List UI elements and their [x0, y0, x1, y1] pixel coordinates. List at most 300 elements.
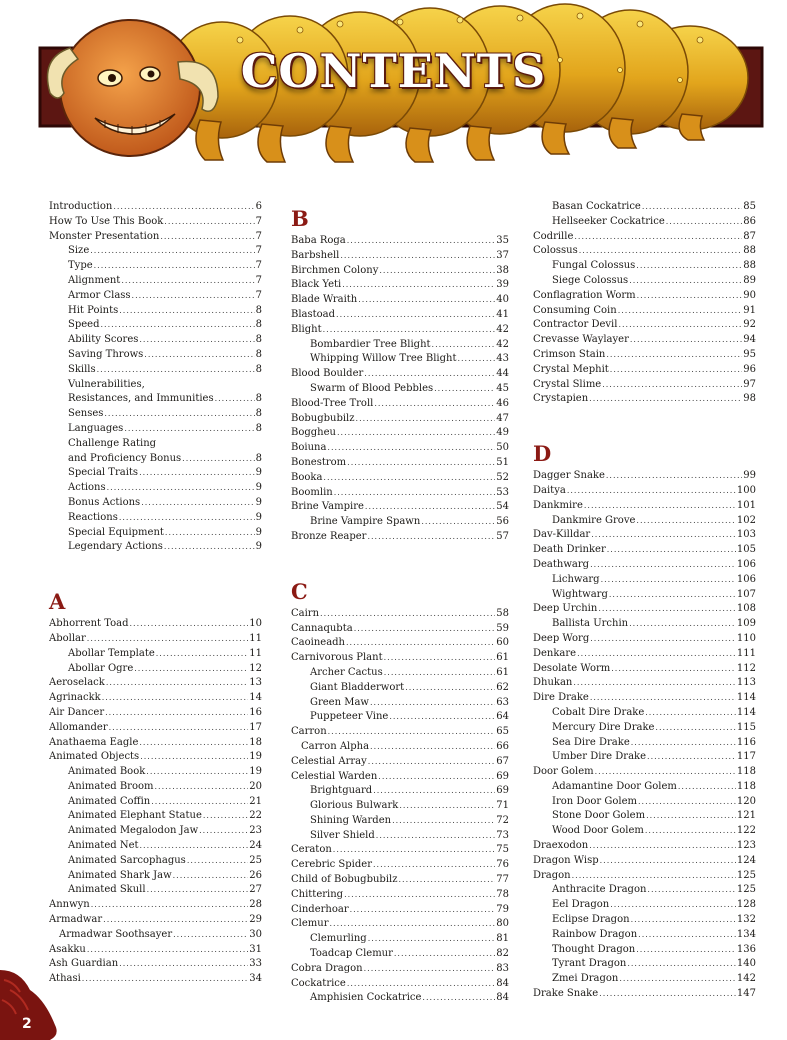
toc-entry[interactable] [533, 304, 756, 319]
toc-entry[interactable] [533, 943, 756, 958]
toc-entry[interactable] [291, 308, 509, 323]
toc-entry-name: Carron Alpha [301, 740, 370, 752]
toc-entry[interactable] [49, 259, 262, 274]
toc-entry[interactable] [49, 526, 262, 541]
toc-entry-page: 112 [736, 662, 756, 674]
toc-entry-name: Carron [291, 726, 327, 738]
toc-entry-page: 142 [736, 973, 756, 985]
toc-entry[interactable] [291, 947, 509, 962]
toc-entry[interactable] [291, 873, 509, 888]
toc-entry[interactable] [291, 249, 509, 264]
toc-entry[interactable] [49, 466, 262, 481]
toc-entry[interactable] [533, 588, 756, 603]
toc-entry[interactable] [291, 264, 509, 279]
leader-dots [365, 500, 495, 515]
toc-entry[interactable] [49, 407, 262, 422]
leader-dots [103, 913, 248, 928]
toc-entry[interactable] [49, 676, 262, 691]
leader-dots [337, 426, 495, 441]
leader-dots [599, 987, 736, 1002]
toc-entry[interactable] [533, 333, 756, 348]
toc-entry[interactable] [49, 898, 262, 913]
leader-dots [636, 943, 736, 958]
toc-entry[interactable] [49, 957, 262, 972]
toc-entry[interactable] [533, 499, 756, 514]
toc-entry-name: Animated Broom [68, 780, 154, 792]
leader-dots [151, 795, 248, 810]
toc-entry[interactable] [291, 843, 509, 858]
toc-entry-name: Ballista Urchin [552, 618, 629, 630]
toc-entry[interactable] [533, 514, 756, 529]
leader-dots [187, 854, 248, 869]
toc-entry-page: 8 [255, 334, 262, 346]
toc-entry[interactable] [49, 363, 262, 378]
toc-entry-page: 21 [249, 795, 262, 807]
leader-dots [106, 676, 248, 691]
leader-dots [394, 947, 495, 962]
toc-entry[interactable] [533, 839, 756, 854]
toc-entry-name: Animated Shark Jaw [68, 869, 172, 881]
toc-entry-page: 78 [496, 888, 509, 900]
toc-entry[interactable] [533, 363, 756, 378]
leader-dots [356, 412, 496, 427]
toc-entry[interactable] [49, 913, 262, 928]
toc-entry-page: 62 [496, 681, 509, 693]
toc-entry[interactable] [291, 471, 509, 486]
toc-entry[interactable] [49, 972, 262, 987]
toc-entry-page: 34 [249, 973, 262, 985]
toc-entry-page: 7 [255, 245, 262, 257]
toc-entry-name: Abollar Template [68, 647, 155, 659]
leader-dots [421, 515, 495, 530]
toc-entry-page: 102 [736, 514, 756, 526]
toc-entry-page: 98 [743, 393, 756, 405]
toc-entry[interactable] [533, 602, 756, 617]
toc-entry[interactable] [49, 200, 262, 215]
toc-entry-name: Wightwarg [552, 588, 608, 600]
toc-entry-name: Boomlin [291, 486, 333, 498]
toc-entry-page: 79 [496, 903, 509, 915]
leader-dots [203, 809, 248, 824]
toc-entry-name: Eel Dragon [552, 899, 610, 911]
toc-entry-name: Archer Cactus [310, 666, 383, 678]
leader-dots [399, 799, 495, 814]
toc-entry[interactable] [49, 422, 262, 437]
toc-entry[interactable] [291, 636, 509, 651]
toc-entry[interactable] [49, 647, 262, 662]
toc-entry[interactable] [533, 957, 756, 972]
toc-entry-name: Shining Warden [310, 814, 392, 826]
toc-entry[interactable] [533, 869, 756, 884]
toc-entry[interactable] [291, 888, 509, 903]
toc-entry[interactable] [49, 617, 262, 632]
toc-entry-name: Cobra Dragon [291, 962, 363, 974]
leader-dots [119, 304, 254, 319]
toc-entry[interactable] [533, 617, 756, 632]
leader-dots [140, 750, 248, 765]
leader-dots [132, 289, 255, 304]
leader-dots [327, 441, 495, 456]
toc-entry[interactable] [49, 883, 262, 898]
toc-entry-name: Iron Door Golem [552, 795, 637, 807]
toc-entry[interactable] [49, 244, 262, 259]
toc-entry[interactable] [49, 348, 262, 363]
leader-dots [134, 662, 248, 677]
leader-dots [97, 363, 255, 378]
toc-entry[interactable] [533, 795, 756, 810]
leader-dots [358, 293, 495, 308]
toc-entry[interactable] [533, 484, 756, 499]
toc-entry-name: Bombardier Tree Blight [310, 338, 431, 350]
toc-entry-page: 10 [249, 618, 262, 630]
toc-entry-name: Brightguard [310, 785, 373, 797]
toc-entry-name: Animated Book [68, 766, 146, 778]
leader-dots [347, 456, 495, 471]
toc-entry[interactable] [49, 824, 262, 839]
toc-entry-page: 76 [496, 859, 509, 871]
toc-entry[interactable] [533, 750, 756, 765]
toc-entry-name: Animated Sarcophagus [68, 854, 186, 866]
leader-dots [90, 244, 254, 259]
toc-entry[interactable] [49, 765, 262, 780]
toc-entry[interactable] [49, 437, 262, 452]
leader-dots [589, 839, 736, 854]
toc-entry[interactable] [291, 651, 509, 666]
toc-entry[interactable] [291, 666, 509, 681]
leader-dots [647, 750, 736, 765]
toc-entry[interactable] [49, 662, 262, 677]
toc-entry[interactable] [291, 530, 509, 545]
toc-entry[interactable] [533, 854, 756, 869]
leader-dots [109, 721, 249, 736]
leader-dots [642, 200, 742, 215]
toc-entry-page: 63 [496, 696, 509, 708]
toc-entry[interactable] [49, 839, 262, 854]
toc-entry[interactable] [533, 259, 756, 274]
toc-entry[interactable] [291, 977, 509, 992]
toc-entry[interactable] [49, 869, 262, 884]
leader-dots [645, 706, 736, 721]
leader-dots [323, 323, 496, 338]
toc-entry[interactable] [533, 244, 756, 259]
leader-dots [405, 681, 495, 696]
leader-dots [378, 770, 495, 785]
toc-entry[interactable] [49, 215, 262, 230]
toc-entry-page: 71 [496, 800, 509, 812]
toc-entry-page: 41 [496, 308, 509, 320]
toc-entry-name: Reactions [68, 511, 118, 523]
toc-entry[interactable] [49, 452, 262, 467]
leader-dots [370, 696, 495, 711]
leader-dots [328, 725, 496, 740]
toc-entry[interactable] [533, 898, 756, 913]
toc-entry[interactable] [291, 858, 509, 873]
toc-entry[interactable] [291, 725, 509, 740]
toc-entry-page: 16 [249, 706, 262, 718]
toc-entry[interactable] [49, 736, 262, 751]
toc-entry[interactable] [533, 883, 756, 898]
toc-entry[interactable] [533, 928, 756, 943]
toc-entry-page: 113 [736, 677, 756, 689]
toc-entry[interactable] [291, 426, 509, 441]
toc-entry[interactable] [49, 274, 262, 289]
toc-entry[interactable] [533, 215, 756, 230]
toc-entry-page: 13 [249, 677, 262, 689]
toc-entry-page: 8 [255, 304, 262, 316]
toc-entry-name: Rainbow Dragon [552, 928, 638, 940]
toc-entry-name: Tyrant Dragon [552, 958, 627, 970]
toc-entry-page: 28 [249, 899, 262, 911]
toc-entry[interactable] [291, 515, 509, 530]
toc-entry[interactable] [49, 795, 262, 810]
toc-entry[interactable] [49, 230, 262, 245]
toc-entry-name: Animated Objects [49, 751, 140, 763]
toc-entry-name: Bobugbubilz [291, 412, 355, 424]
leader-dots [379, 264, 495, 279]
toc-entry-page: 7 [255, 289, 262, 301]
toc-entry[interactable] [533, 632, 756, 647]
toc-entry-name: Deathwarg [533, 558, 590, 570]
toc-entry-name: Animated Coffin [68, 795, 151, 807]
toc-entry-name: Asakku [49, 943, 86, 955]
toc-entry-name: Sea Dire Drake [552, 736, 630, 748]
toc-entry[interactable] [49, 928, 262, 943]
leader-dots [87, 632, 248, 647]
toc-entry[interactable] [533, 676, 756, 691]
toc-entry[interactable] [49, 304, 262, 319]
toc-entry-page: 124 [736, 854, 756, 866]
toc-entry[interactable] [291, 829, 509, 844]
leader-dots [601, 573, 736, 588]
leader-dots [347, 234, 496, 249]
toc-entry-name: Aeroselack [49, 677, 105, 689]
toc-entry-page: 8 [255, 363, 262, 375]
toc-entry[interactable] [291, 770, 509, 785]
toc-entry[interactable] [291, 500, 509, 515]
toc-entry[interactable] [49, 780, 262, 795]
toc-entry[interactable] [49, 289, 262, 304]
toc-entry-page: 61 [496, 666, 509, 678]
toc-entry-page: 106 [736, 558, 756, 570]
toc-entry[interactable] [533, 543, 756, 558]
toc-entry[interactable] [291, 323, 509, 338]
toc-entry[interactable] [49, 721, 262, 736]
toc-entry-name: Crevasse Waylayer [533, 334, 629, 346]
leader-dots [646, 809, 736, 824]
leader-dots [374, 397, 495, 412]
toc-entry[interactable] [533, 662, 756, 677]
toc-entry-page: 140 [736, 958, 756, 970]
toc-entry-name: Consuming Coin [533, 304, 617, 316]
toc-entry[interactable] [49, 706, 262, 721]
toc-entry[interactable] [291, 278, 509, 293]
toc-entry[interactable] [291, 784, 509, 799]
toc-entry[interactable] [533, 706, 756, 721]
toc-entry[interactable] [291, 696, 509, 711]
toc-entry-name: Conflagration Worm [533, 289, 636, 301]
toc-entry-page: 123 [736, 840, 756, 852]
toc-entry[interactable] [291, 681, 509, 696]
toc-entry[interactable] [533, 348, 756, 363]
leader-dots [627, 957, 736, 972]
leader-dots [164, 215, 254, 230]
toc-entry[interactable] [291, 234, 509, 249]
toc-entry[interactable] [291, 293, 509, 308]
toc-entry[interactable] [533, 780, 756, 795]
toc-entry[interactable] [291, 456, 509, 471]
toc-entry[interactable] [291, 962, 509, 977]
toc-entry[interactable] [49, 854, 262, 869]
toc-entry-name: Armor Class [68, 289, 131, 301]
toc-entry[interactable] [533, 274, 756, 289]
toc-entry[interactable] [533, 289, 756, 304]
toc-entry[interactable] [533, 647, 756, 662]
toc-entry-name: Drake Snake [533, 988, 599, 1000]
toc-entry[interactable] [291, 755, 509, 770]
toc-entry[interactable] [533, 736, 756, 751]
toc-entry-page: 53 [496, 486, 509, 498]
toc-entry[interactable] [533, 573, 756, 588]
toc-entry[interactable] [291, 903, 509, 918]
leader-dots [173, 928, 248, 943]
toc-entry-name: and Proficiency Bonus [68, 452, 182, 464]
toc-entry-name: Siege Colossus [552, 274, 629, 286]
toc-entry[interactable] [533, 913, 756, 928]
toc-column-2 [291, 200, 509, 1006]
toc-entry[interactable] [533, 691, 756, 706]
leader-dots [141, 496, 254, 511]
leader-dots [567, 484, 736, 499]
toc-entry[interactable] [291, 382, 509, 397]
section-gap [291, 545, 509, 573]
toc-entry[interactable] [49, 378, 262, 393]
toc-entry[interactable] [533, 824, 756, 839]
toc-entry[interactable] [291, 486, 509, 501]
toc-entry-name: Cinderhoar [291, 903, 349, 915]
toc-entry[interactable] [533, 528, 756, 543]
toc-entry-name: Allomander [49, 721, 108, 733]
toc-entry[interactable] [533, 809, 756, 824]
toc-entry-page: 50 [496, 442, 509, 454]
toc-entry[interactable] [291, 622, 509, 637]
toc-entry[interactable] [533, 721, 756, 736]
toc-entry[interactable] [49, 318, 262, 333]
leader-dots [336, 308, 495, 323]
toc-entry-page: 134 [736, 928, 756, 940]
leader-dots [367, 530, 495, 545]
toc-entry[interactable] [533, 378, 756, 393]
toc-entry-name: Dav-Killdar [533, 529, 591, 541]
toc-entry-name: Air Dancer [49, 706, 105, 718]
leader-dots [94, 259, 255, 274]
leader-dots [631, 736, 736, 751]
toc-entry[interactable] [49, 540, 262, 555]
toc-entry-page: 59 [496, 622, 509, 634]
toc-entry[interactable] [533, 558, 756, 573]
toc-entry-page: 9 [255, 526, 262, 538]
toc-entry-page: 8 [255, 452, 262, 464]
leader-dots [611, 662, 736, 677]
toc-entry[interactable] [49, 496, 262, 511]
leader-dots [619, 972, 736, 987]
leader-dots [107, 481, 255, 496]
leader-dots [333, 843, 495, 858]
toc-entry[interactable] [49, 333, 262, 348]
toc-entry-page: 73 [496, 829, 509, 841]
toc-entry-name: Senses [68, 408, 104, 420]
toc-entry-page: 8 [255, 319, 262, 331]
toc-entry-page: 109 [736, 618, 756, 630]
toc-entry[interactable] [533, 469, 756, 484]
toc-entry[interactable] [49, 750, 262, 765]
toc-entry[interactable] [533, 200, 756, 215]
toc-entry-page: 57 [496, 530, 509, 542]
toc-entry-page: 125 [736, 884, 756, 896]
leader-dots [368, 932, 496, 947]
toc-entry[interactable] [533, 972, 756, 987]
toc-entry-page: 9 [255, 511, 262, 523]
toc-entry-page: 8 [255, 393, 262, 405]
toc-entry[interactable] [533, 230, 756, 245]
toc-entry-name: Black Yeti [291, 279, 342, 291]
toc-entry-page: 67 [496, 755, 509, 767]
toc-entry-name: Skills [68, 363, 96, 375]
toc-entry[interactable] [533, 318, 756, 333]
toc-entry[interactable] [291, 397, 509, 412]
toc-entry[interactable] [291, 367, 509, 382]
toc-entry-name: Blade Wraith [291, 294, 358, 306]
leader-dots [102, 691, 249, 706]
toc-entry[interactable] [291, 607, 509, 622]
toc-entry-name: Brine Vampire [291, 501, 364, 513]
toc-entry[interactable] [533, 765, 756, 780]
leader-dots [638, 928, 736, 943]
leader-dots [323, 471, 495, 486]
toc-entry[interactable] [291, 799, 509, 814]
toc-entry[interactable] [291, 814, 509, 829]
toc-entry[interactable] [49, 511, 262, 526]
toc-entry[interactable] [291, 352, 509, 367]
toc-entry[interactable] [291, 338, 509, 353]
toc-entry[interactable] [291, 932, 509, 947]
toc-entry[interactable] [49, 392, 262, 407]
toc-entry[interactable] [291, 991, 509, 1006]
toc-entry[interactable] [291, 412, 509, 427]
toc-entry[interactable] [291, 917, 509, 932]
toc-entry-page: 106 [736, 573, 756, 585]
toc-entry[interactable] [291, 740, 509, 755]
leader-dots [591, 528, 736, 543]
toc-entry-page: 9 [255, 482, 262, 494]
toc-entry[interactable] [533, 392, 756, 407]
toc-entry[interactable] [49, 632, 262, 647]
header-banner [0, 0, 787, 190]
toc-entry-page: 60 [496, 637, 509, 649]
toc-entry[interactable] [533, 987, 756, 1002]
toc-entry-page: 80 [496, 918, 509, 930]
toc-entry[interactable] [49, 481, 262, 496]
toc-entry-name: Speed [68, 319, 100, 331]
toc-entry[interactable] [291, 710, 509, 725]
toc-entry-name: Animated Elephant Statue [68, 810, 202, 822]
leader-dots [160, 230, 254, 245]
toc-entry[interactable] [49, 943, 262, 958]
toc-entry[interactable] [49, 809, 262, 824]
toc-entry[interactable] [291, 441, 509, 456]
toc-entry-page: 92 [743, 319, 756, 331]
toc-entry[interactable] [49, 691, 262, 706]
toc-entry-page: 44 [496, 368, 509, 380]
